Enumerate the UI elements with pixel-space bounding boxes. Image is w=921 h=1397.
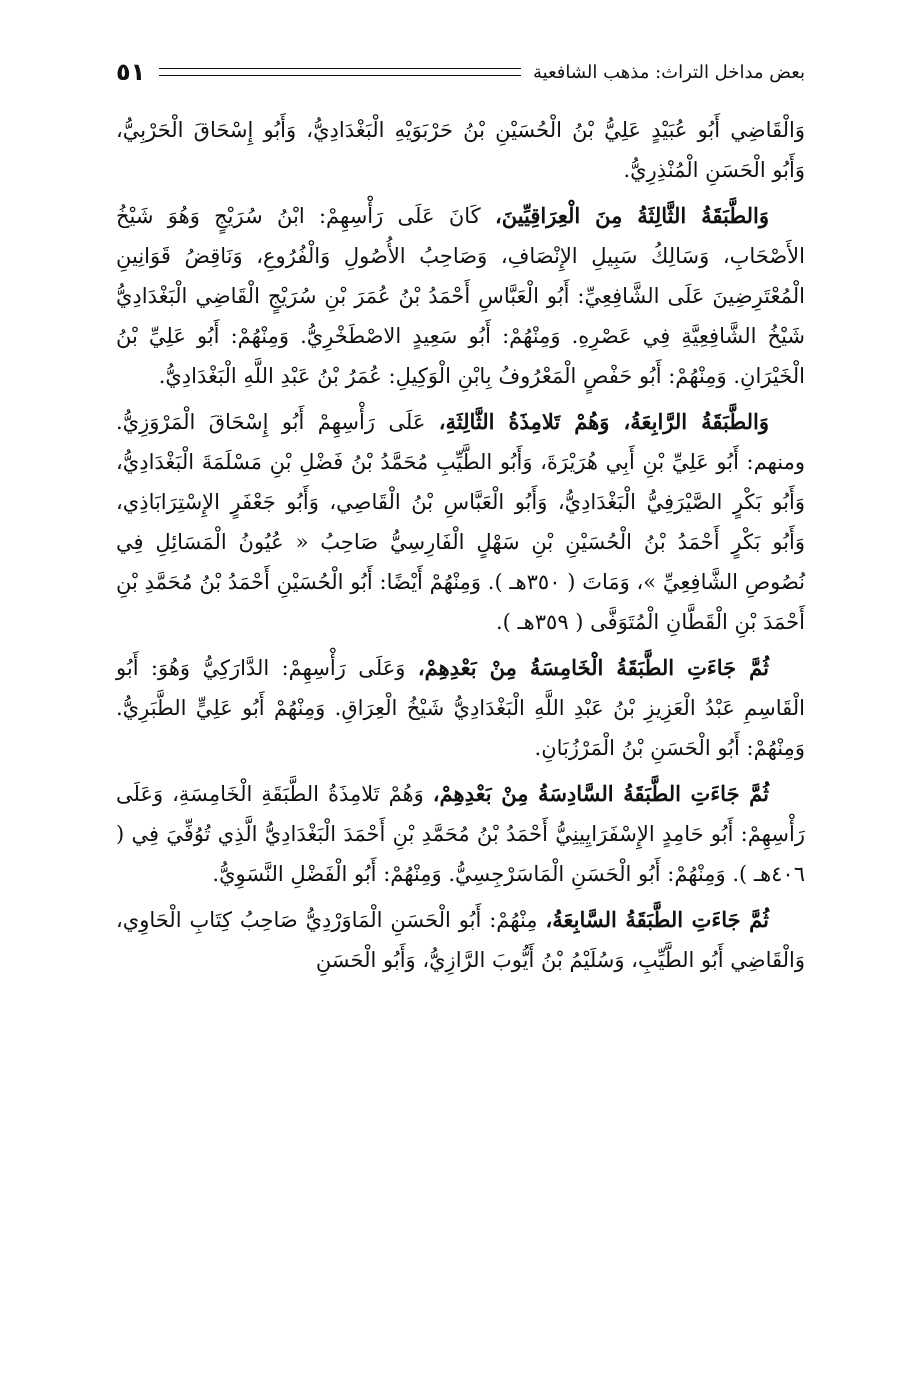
header-double-rule: [159, 68, 521, 76]
page-body: [116, 110, 805, 986]
paragraph: [116, 110, 805, 190]
paragraph: [116, 196, 805, 396]
section-heading: وَالطَّبَقَةُ الرَّابِعَةُ، وَهُمْ تَلامِذَةُ الثَّالِثَةِ،: [438, 409, 769, 434]
paragraph: [116, 648, 805, 768]
paragraph-text: مِنْهُمْ: أَبُو الْحَسَنِ الْمَاوَرْدِيُّ صَاحِبُ كِتَابِ الْحَاوِي، وَالْقَاضِي أَبُو الطَّيِّبِ، وَسُلَيْمُ بْنُ أَيُّوبَ الرَّازِيُّ، وَأَبُو الْحَسَنِ: [116, 908, 805, 972]
paragraph-text: وَالْقَاضِي أَبُو عُبَيْدٍ عَلِيُّ بْنُ الْحُسَيْنِ بْنُ حَرْبَوَيْهِ الْبَغْدَادِيُّ، وَأَبُو إِسْحَاقَ الْحَرْبِيُّ، وَأَبُو الْحَسَنِ الْمُنْذِرِيُّ.: [116, 118, 805, 182]
paragraph-text: وَهُمْ تَلامِذَةُ الطَّبَقَةِ الْخَامِسَةِ، وَعَلَى رَأْسِهِمْ: أَبُو حَامِدٍ الإِسْفَرَايِينِيُّ أَحْمَدُ بْنُ مُحَمَّدِ بْنِ أَحْمَدَ الْبَغْدَادِيُّ الَّذِي تُوُفِّيَ فِي ( ٤٠٦هـ ). وَمِنْهُمْ: أَبُو الْحَسَنِ الْمَاسَرْجِسِيُّ. وَمِنْهُمْ: أَبُو الْفَضْلِ النَّسَوِيُّ.: [116, 782, 805, 886]
page-number: ٥١: [116, 58, 146, 86]
section-heading: ثُمَّ جَاءَتِ الطَّبَقَةُ السَّابِعَةُ،: [545, 907, 769, 932]
paragraph-text: وَعَلَى رَأْسِهِمْ: الدَّارَكِيُّ وَهُوَ: أَبُو الْقَاسِمِ عَبْدُ الْعَزِيزِ بْنُ عَبْدِ اللَّهِ الْبَغْدَادِيُّ شَيْخُ الْعِرَاقِ. وَمِنْهُمْ أَبُو عَلِيٍّ الطَّبَرِيُّ. وَمِنْهُمْ: أَبُو الْحَسَنِ بْنُ الْمَرْزُبَانِ.: [116, 656, 805, 760]
page-header: [116, 52, 805, 92]
running-title: بعض مداخل التراث: مذهب الشافعية: [533, 61, 805, 83]
paragraph: [116, 402, 805, 642]
section-heading: وَالطَّبَقَةُ الثَّالِثَةُ مِنَ الْعِرَاقِيِّينَ،: [494, 203, 769, 228]
section-heading: ثُمَّ جَاءَتِ الطَّبَقَةُ السَّادِسَةُ مِنْ بَعْدِهِمْ،: [432, 781, 769, 806]
section-heading: ثُمَّ جَاءَتِ الطَّبَقَةُ الْخَامِسَةُ مِنْ بَعْدِهِمْ،: [417, 655, 769, 680]
paragraph: [116, 774, 805, 894]
paragraph: [116, 900, 805, 980]
paragraph-text: كَانَ عَلَى رَأْسِهِمْ: ابْنُ سُرَيْجٍ وَهُوَ شَيْخُ الأَصْحَابِ، وَسَالِكُ سَبِيلِ الإِنْصَافِ، وَصَاحِبُ الأُصُولِ وَالْفُرُوعِ، وَنَاقِضُ قَوَانِينِ الْمُعْتَرِضِينَ عَلَى الشَّافِعِيِّ: أَبُو الْعَبَّاسِ أَحْمَدُ بْنُ عُمَرَ بْنِ سُرَيْجٍ الْقَاضِي الْبَغْدَادِيُّ شَيْخُ الشَّافِعِيَّةِ فِي عَصْرِهِ. وَمِنْهُمْ: أَبُو سَعِيدٍ الاصْطَخْرِيُّ. وَمِنْهُمْ: أَبُو عَلِيِّ بْنُ الْخَيْرَانِ. وَمِنْهُمْ: أَبُو حَفْصٍ الْمَعْرُوفُ بِابْنِ الْوَكِيلِ: عُمَرُ بْنُ عَبْدِ اللَّهِ الْبَغْدَادِيُّ.: [116, 204, 805, 388]
paragraph-text: عَلَى رَأْسِهِمْ أَبُو إِسْحَاقَ الْمَرْوَزِيُّ. ومنهم: أَبُو عَلِيِّ بْنِ أَبِي هُرَيْرَةَ، وَأَبُو الطَّيِّبِ مُحَمَّدُ بْنُ فَضْلِ بْنِ مَسْلَمَةَ الْبَغْدَادِيُّ، وَأَبُو بَكْرٍ الصَّيْرَفِيُّ الْبَغْدَادِيُّ، وَأَبُو الْعَبَّاسِ بْنُ الْقَاصِي، وَأَبُو جَعْفَرٍ الإِسْتِرَابَاذِي، وَأَبُو بَكْرٍ أَحْمَدُ بْنُ الْحُسَيْنِ بْنِ سَهْلٍ الْفَارِسِيُّ صَاحِبُ « عُيُونُ الْمَسَائِلِ فِي نُصُوصِ الشَّافِعِيِّ »، وَمَاتَ ( ٣٥٠هـ ). وَمِنْهُمْ أَيْضًا: أَبُو الْحُسَيْنِ أَحْمَدُ بْنُ مُحَمَّدِ بْنِ أَحْمَدَ بْنِ الْقَطَّانِ الْمُتَوَفَّى ( ٣٥٩هـ ).: [116, 410, 805, 634]
